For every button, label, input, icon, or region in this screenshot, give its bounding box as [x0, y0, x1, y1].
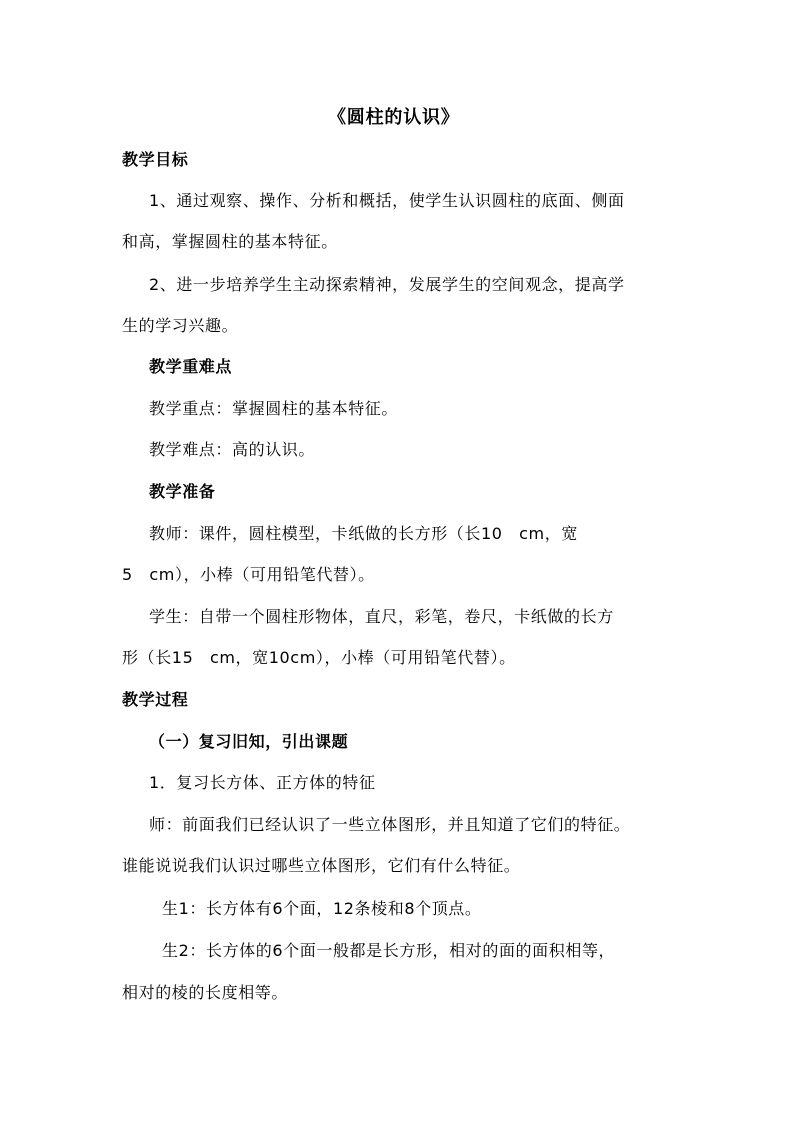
paragraph-teacher-line-2: 谁能说说我们认识过哪些立体图形，它们有什么特征。: [122, 856, 521, 875]
section-heading-process: 教学过程: [122, 690, 189, 709]
paragraph-teacher-prep-line-1: 教师：课件，圆柱模型，卡纸做的长方形（长10 cm，宽: [149, 524, 578, 543]
section-heading-goals: 教学目标: [122, 150, 189, 169]
paragraph-goal-1-line-2: 和高，掌握圆柱的基本特征。: [122, 232, 338, 251]
paragraph-teacher-line-1: 师：前面我们已经认识了一些立体图形，并且知道了它们的特征。: [149, 815, 631, 834]
paragraph-student-prep-line-1: 学生：自带一个圆柱形物体，直尺，彩笔，卷尺，卡纸做的长方: [149, 607, 614, 626]
document-title: 《圆柱的认识》: [328, 107, 460, 128]
paragraph-difficult-point: 教学难点：高的认识。: [149, 440, 316, 459]
paragraph-teacher-prep-line-2: 5 cm），小棒（可用铅笔代替）。: [122, 565, 375, 584]
paragraph-student-prep-line-2: 形（长15 cm，宽10cm），小棒（可用铅笔代替）。: [122, 648, 516, 667]
paragraph-key-point: 教学重点：掌握圆柱的基本特征。: [149, 399, 399, 418]
paragraph-goal-2-line-1: 2、进一步培养学生主动探索精神，发展学生的空间观念，提高学: [149, 275, 625, 294]
paragraph-goal-2-line-2: 生的学习兴趣。: [122, 316, 239, 335]
paragraph-student-1: 生1：长方体有6个面，12条棱和8个顶点。: [162, 899, 482, 918]
paragraph-goal-1-line-1: 1、通过观察、操作、分析和概括，使学生认识圆柱的底面、侧面: [149, 191, 625, 210]
section-heading-key-points: 教学重难点: [149, 357, 233, 376]
paragraph-student-2-line-2: 相对的棱的长度相等。: [122, 983, 289, 1002]
paragraph-step-1: 1．复习长方体、正方体的特征: [149, 773, 376, 792]
section-heading-preparation: 教学准备: [149, 482, 216, 501]
paragraph-student-2-line-1: 生2：长方体的6个面一般都是长方形，相对的面的面积相等，: [162, 941, 616, 960]
subheading-part-1: （一）复习旧知，引出课题: [149, 732, 349, 751]
